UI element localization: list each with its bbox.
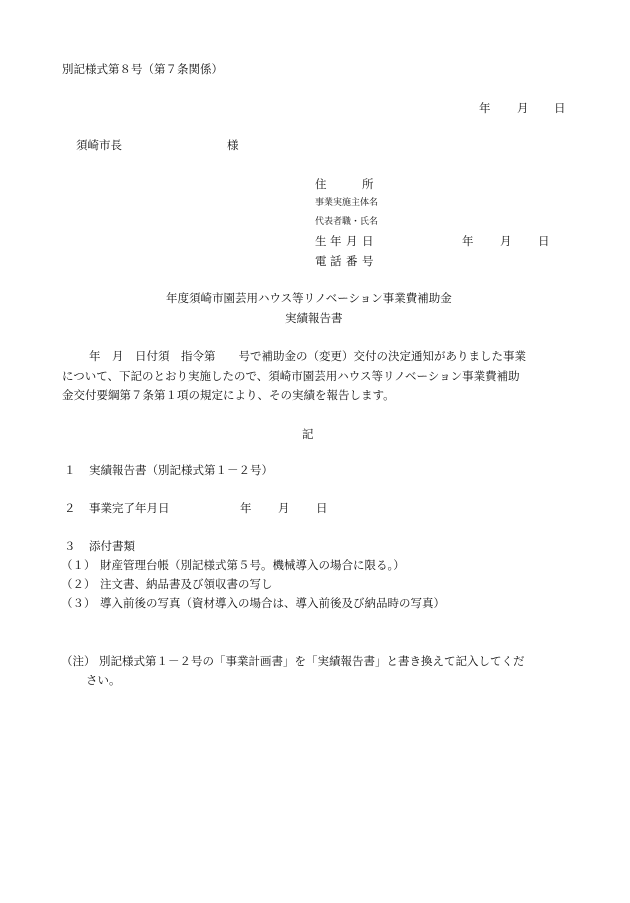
representative-label: 代表者職・氏名 xyxy=(315,217,379,227)
form-label: 別記様式第８号（第７条関係） xyxy=(62,62,223,76)
attachment-3-number: （３） xyxy=(61,596,96,610)
date-year-label: 年 xyxy=(479,101,491,115)
ki-marker: 記 xyxy=(302,427,314,441)
note-line-2: さい。 xyxy=(86,673,121,687)
body-line-2: について、下記のとおり実施したので、須崎市園芸用ハウス等リノベーション事業費補助 xyxy=(62,369,520,383)
phone-label-1: 電 xyxy=(315,254,327,268)
entity-label: 事業実施主体名 xyxy=(315,198,379,208)
item-3-number: ３ xyxy=(64,539,76,553)
attachment-2-number: （２） xyxy=(61,577,96,591)
addressee-name: 須崎市長 xyxy=(76,138,122,152)
birth-month-unit: 月 xyxy=(500,234,512,248)
item-2-month-unit: 月 xyxy=(278,501,290,515)
phone-label-4: 号 xyxy=(362,254,374,268)
body-line-3: 金交付要綱第７条第１項の規定により、その実績を報告します。 xyxy=(62,388,395,402)
birth-label-3: 月 xyxy=(346,234,358,248)
birth-year-unit: 年 xyxy=(462,234,474,248)
item-1-text: 実績報告書（別記様式第１－２号） xyxy=(89,463,273,477)
phone-label-2: 話 xyxy=(330,254,342,268)
note-prefix: （注） xyxy=(61,654,96,668)
attachment-1-number: （１） xyxy=(61,558,96,572)
item-3-text: 添付書類 xyxy=(89,539,135,553)
attachment-3-text: 導入前後の写真（資材導入の場合は、導入前後及び納品時の写真） xyxy=(100,596,445,610)
item-2-text: 事業完了年月日 xyxy=(89,501,170,515)
item-2-number: ２ xyxy=(64,501,76,515)
birth-label-2: 年 xyxy=(330,234,342,248)
address-label-2: 所 xyxy=(362,177,374,191)
date-day-label: 日 xyxy=(554,101,566,115)
address-label-1: 住 xyxy=(315,177,327,191)
attachment-1-text: 財産管理台帳（別記様式第５号。機械導入の場合に限る。） xyxy=(100,558,405,572)
document-title: 年度須崎市園芸用ハウス等リノベーション事業費補助金 xyxy=(166,291,452,305)
note-line-1: 別記様式第１－２号の「事業計画書」を「実績報告書」と書き換えて記入してくだ xyxy=(99,654,525,668)
document-subtitle: 実績報告書 xyxy=(285,311,343,325)
item-1-number: １ xyxy=(64,463,76,477)
birth-label-1: 生 xyxy=(315,234,327,248)
addressee-honorific: 様 xyxy=(227,138,239,152)
phone-label-3: 番 xyxy=(346,254,358,268)
attachment-2-text: 注文書、納品書及び領収書の写し xyxy=(100,577,273,591)
body-line-1: 年 月 日付須 指令第 号で補助金の（変更）交付の決定通知がありました事業 xyxy=(89,349,526,363)
item-2-day-unit: 日 xyxy=(316,501,328,515)
birth-label-4: 日 xyxy=(362,234,374,248)
birth-day-unit: 日 xyxy=(538,234,550,248)
item-2-year-unit: 年 xyxy=(240,501,252,515)
date-month-label: 月 xyxy=(517,101,529,115)
